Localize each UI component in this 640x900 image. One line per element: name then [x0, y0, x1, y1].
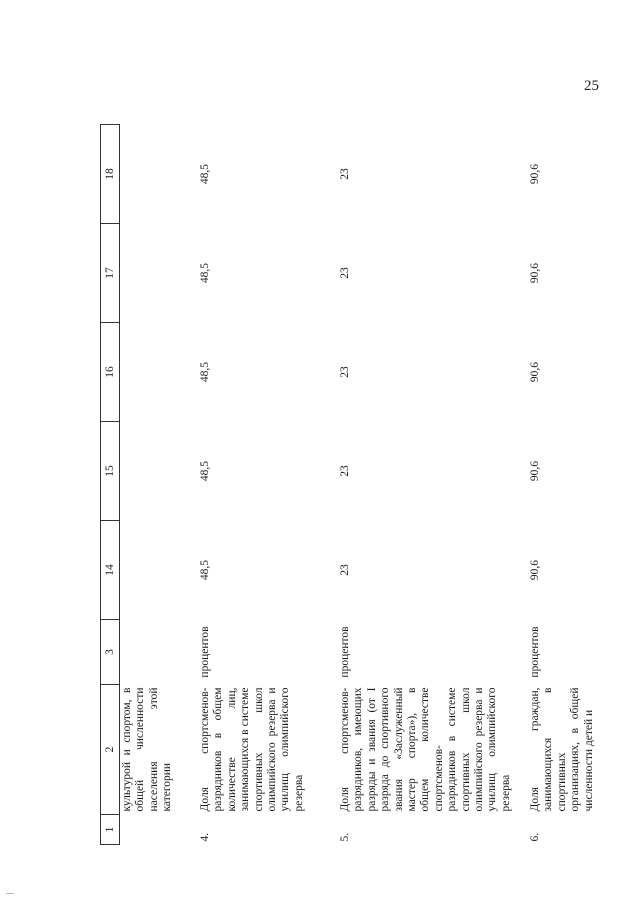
header-col-17: 17	[101, 224, 120, 323]
indicator-name: Доля граждан, занимающихся в спортивных организациях, в общей численности детей и	[529, 687, 595, 812]
rotated-table-region	[100, 125, 620, 845]
header-col-16: 16	[101, 323, 120, 422]
value-col-15	[120, 422, 192, 521]
value-col-14: 48,5	[199, 559, 211, 581]
value-col-17	[120, 224, 192, 323]
value-col-18: 90,6	[529, 163, 541, 185]
table-row	[191, 125, 331, 845]
value-col-14: 90,6	[529, 559, 541, 581]
header-col-3: 3	[101, 620, 120, 685]
value-col-17: 48,5	[199, 262, 211, 284]
value-col-14	[120, 521, 192, 620]
header-col-15: 15	[101, 422, 120, 521]
value-col-15: 90,6	[529, 460, 541, 482]
indicator-unit: процентов	[199, 626, 211, 678]
row-number: 6.	[529, 832, 541, 842]
value-col-17: 90,6	[529, 262, 541, 284]
table-row	[331, 125, 521, 845]
page-number: 25	[584, 78, 599, 94]
corner-mark: —	[6, 888, 14, 897]
value-col-15: 23	[339, 465, 351, 477]
header-col-18: 18	[101, 125, 120, 224]
value-col-18: 48,5	[199, 163, 211, 185]
indicator-unit	[120, 620, 192, 685]
row-number	[120, 815, 192, 845]
indicators-table	[100, 124, 619, 845]
value-col-16: 48,5	[199, 361, 211, 383]
indicator-name: культурой и спортом, в общей численности населения этой категории	[121, 687, 174, 812]
value-col-16	[120, 323, 192, 422]
value-col-16: 23	[339, 366, 351, 378]
table-row	[120, 125, 192, 845]
header-row	[101, 125, 120, 845]
indicator-unit: процентов	[529, 626, 541, 678]
header-col-2: 2	[101, 685, 120, 815]
value-col-14: 23	[339, 564, 351, 576]
value-col-15: 48,5	[199, 460, 211, 482]
table-row	[521, 125, 619, 845]
value-col-17: 23	[339, 267, 351, 279]
value-col-18	[120, 125, 192, 224]
indicator-name: Доля спортсменов-разрядников, имеющих разряды и звания (от I разряда до спортивного звания «Заслуженный мастер спорта»), в общем количестве спортсменов-разрядников в системе спортивных школ олимпийского резерва и училищ олимпийского резерва	[339, 687, 512, 812]
value-col-18: 23	[339, 168, 351, 180]
indicator-unit: процентов	[339, 626, 351, 678]
header-col-1: 1	[101, 815, 120, 845]
header-col-14: 14	[101, 521, 120, 620]
row-number: 5.	[339, 832, 351, 842]
indicator-name: Доля спортсменов-разрядников в общем количестве лиц, занимающихся в системе спортивных школ олимпийского резерва и училищ олимпийского резерва	[199, 687, 305, 812]
value-col-16: 90,6	[529, 361, 541, 383]
row-number: 4.	[199, 832, 211, 842]
